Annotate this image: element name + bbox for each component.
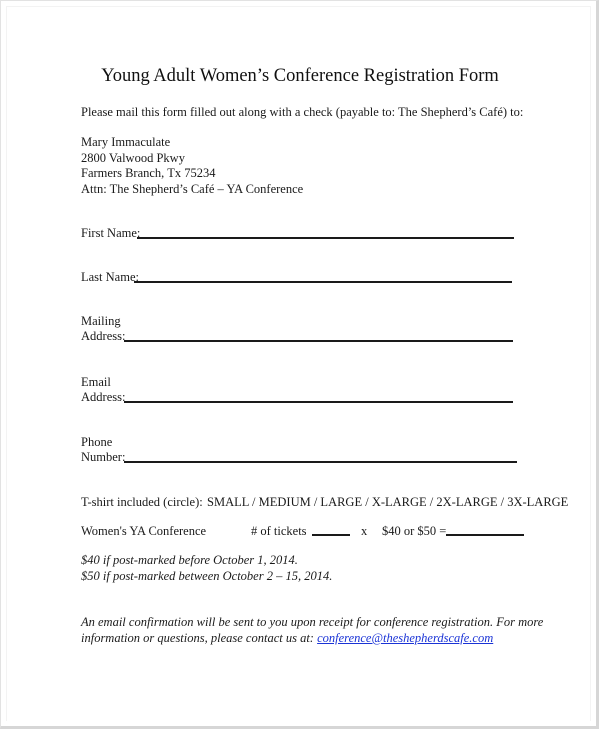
pricing-notes	[81, 553, 332, 584]
mailing-address-field[interactable]	[124, 340, 513, 342]
first-name-label: First Name:	[81, 226, 141, 240]
last-name-field[interactable]	[134, 281, 512, 283]
intro-text: Please mail this form filled out along with a check (payable to: The Shepherd’s Café) to:	[81, 105, 524, 119]
last-name-label: Last Name:	[81, 270, 139, 284]
mailing-address-label	[81, 314, 125, 344]
phone-number-field[interactable]	[124, 461, 517, 463]
multiply-sign: x	[361, 524, 368, 538]
event-label: Women's YA Conference	[81, 524, 207, 538]
mailing-address-label-line2: Address:	[81, 329, 126, 343]
total-amount-field[interactable]	[446, 534, 524, 536]
mailing-address-label-line1: Mailing	[81, 314, 121, 328]
pricing-note-late: $50 if post-marked between October 2 – 15, 2014.	[81, 568, 333, 583]
address-line-name: Mary Immaculate	[81, 135, 171, 149]
price-label: $40 or $50 =	[382, 524, 447, 538]
tshirt-size-options[interactable]: SMALL / MEDIUM / LARGE / X-LARGE / 2X-LARGE / 3X-LARGE	[207, 495, 569, 509]
mailing-address-block	[81, 135, 303, 197]
address-line-attn: Attn: The Shepherd’s Café – YA Conference	[81, 181, 304, 196]
phone-number-label	[81, 435, 125, 465]
footer-note	[81, 614, 543, 646]
email-address-label	[81, 375, 125, 405]
tickets-label: # of tickets	[251, 524, 307, 538]
first-name-field[interactable]	[137, 237, 514, 239]
phone-number-label-line1: Phone	[81, 435, 113, 449]
contact-email-link[interactable]: conference@theshepherdscafe.com	[317, 631, 494, 645]
address-line-city: Farmers Branch, Tx 75234	[81, 166, 216, 180]
form-title: Young Adult Women’s Conference Registration Form	[101, 66, 499, 86]
footer-line-2-text: information or questions, please contact us at:	[81, 631, 318, 645]
footer-line-2	[81, 630, 543, 646]
footer-line-1: An email confirmation will be sent to you upon receipt for conference registration. For more	[81, 615, 544, 629]
email-address-field[interactable]	[124, 401, 513, 403]
tshirt-label: T-shirt included (circle):	[81, 495, 203, 509]
email-address-label-line1: Email	[81, 375, 111, 389]
pricing-note-early: $40 if post-marked before October 1, 2014.	[81, 553, 298, 567]
phone-number-label-line2: Number:	[81, 450, 126, 464]
tickets-count-field[interactable]	[312, 534, 350, 536]
email-address-label-line2: Address:	[81, 390, 126, 404]
address-line-street: 2800 Valwood Pkwy	[81, 150, 185, 165]
